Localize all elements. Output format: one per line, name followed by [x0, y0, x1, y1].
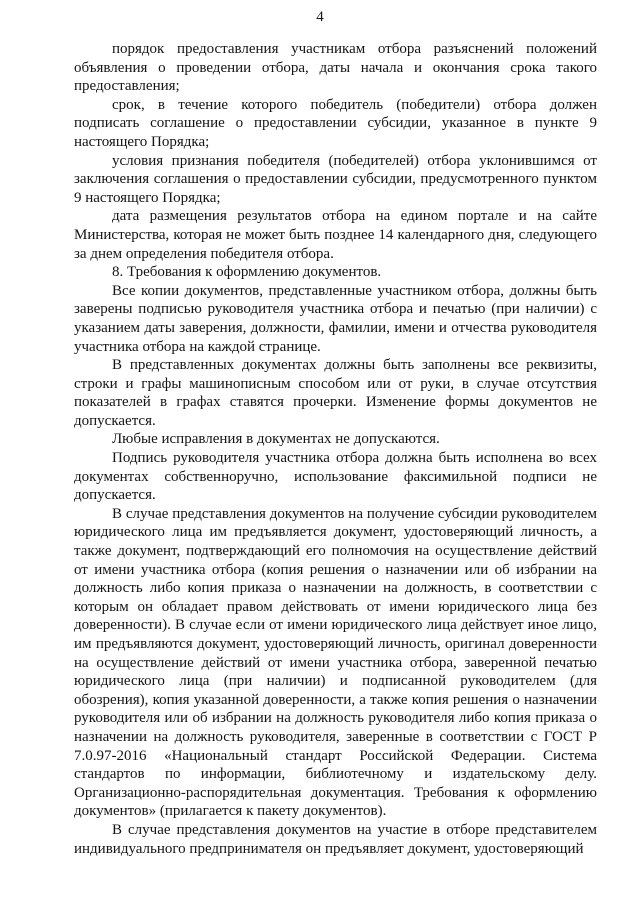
paragraph-handwritten-signature: Подпись руководителя участника отбора должна быть исполнена во всех документах собственноручно, использование факсимильной подписи не допускается. — [74, 450, 597, 504]
section-heading-document-requirements: 8. Требования к оформлению документов. — [112, 264, 382, 281]
paragraph-clarification-procedure: порядок предоставления участникам отбора разъяснений положений объявления о проведении отбора, даты начала и окончания срока такого предоставления; — [74, 41, 597, 95]
paragraph-evasion-conditions: условия признания победителя (победителей) отбора уклонившимся от заключения соглашения о предоставлении субсидии, предусмотренного пунктом 9 настоящего Порядка; — [74, 152, 597, 206]
paragraph-no-corrections: Любые исправления в документах не допускаются. — [112, 431, 440, 448]
document-body — [74, 40, 597, 858]
paragraph-copies-certification: Все копии документов, представленные участником отбора, должны быть заверены подписью руководителя участника отбора и печатью (при наличии) с указанием даты заверения, должности, фамилии, имени и отчества руководителя участника отбора на каждой странице. — [74, 282, 597, 355]
paragraph-filled-requisites: В представленных документах должны быть заполнены все реквизиты, строки и графы машинописным способом или от руки, в случае отсутствия показателей в графах ставятся прочерки. Изменение формы документов не допускается. — [74, 357, 597, 429]
paragraph-agreement-deadline: срок, в течение которого победитель (победители) отбора должен подписать соглашение о предоставлении субсидии, указанное в пункте 9 настоящего Порядка; — [74, 96, 597, 150]
paragraph-legal-entity-documents: В случае представления документов на получение субсидии руководителем юридического лица им предъявляется документ, удостоверяющий личность, а также документ, подтверждающий его полномочия на осуществление действий от имени участника отбора (копия решения о назначении или об избрании на должность либо копия приказа о назначении на должность, в соответствии с которым он обладает правом действовать от имени юридического лица без доверенности). В случае если от имени юридического лица действует иное лицо, им предъявляются документ, удостоверяющий личность, оригинал доверенности на осуществление действий от имени участника отбора, заверенной печатью юридического лица (при наличии) и подписанной руководителем (для обозрения), копия указанной доверенности, а также копия решения о назначении руководителя или об избрании на должность руководителя либо копия приказа о назначении на должность руководителя, заверенные в соответствии с ГОСТ Р 7.0.97-2016 «Национальный стандарт Российской Федерации. Система стандартов по информации, библиотечному и издательскому делу. Организационно-распорядительная документация. Требования к оформлению документов» (прилагается к пакету документов). — [74, 505, 597, 820]
paragraph-results-publication: дата размещения результатов отбора на едином портале и на сайте Министерства, которая не может быть позднее 14 календарного дня, следующего за днем определения победителя отбора. — [74, 208, 597, 262]
paragraph-entrepreneur-representative: В случае представления документов на участие в отборе представителем индивидуального предпринимателя он предъявляет документ, удостоверяющий — [74, 821, 597, 857]
page-number: 4 — [316, 9, 324, 25]
